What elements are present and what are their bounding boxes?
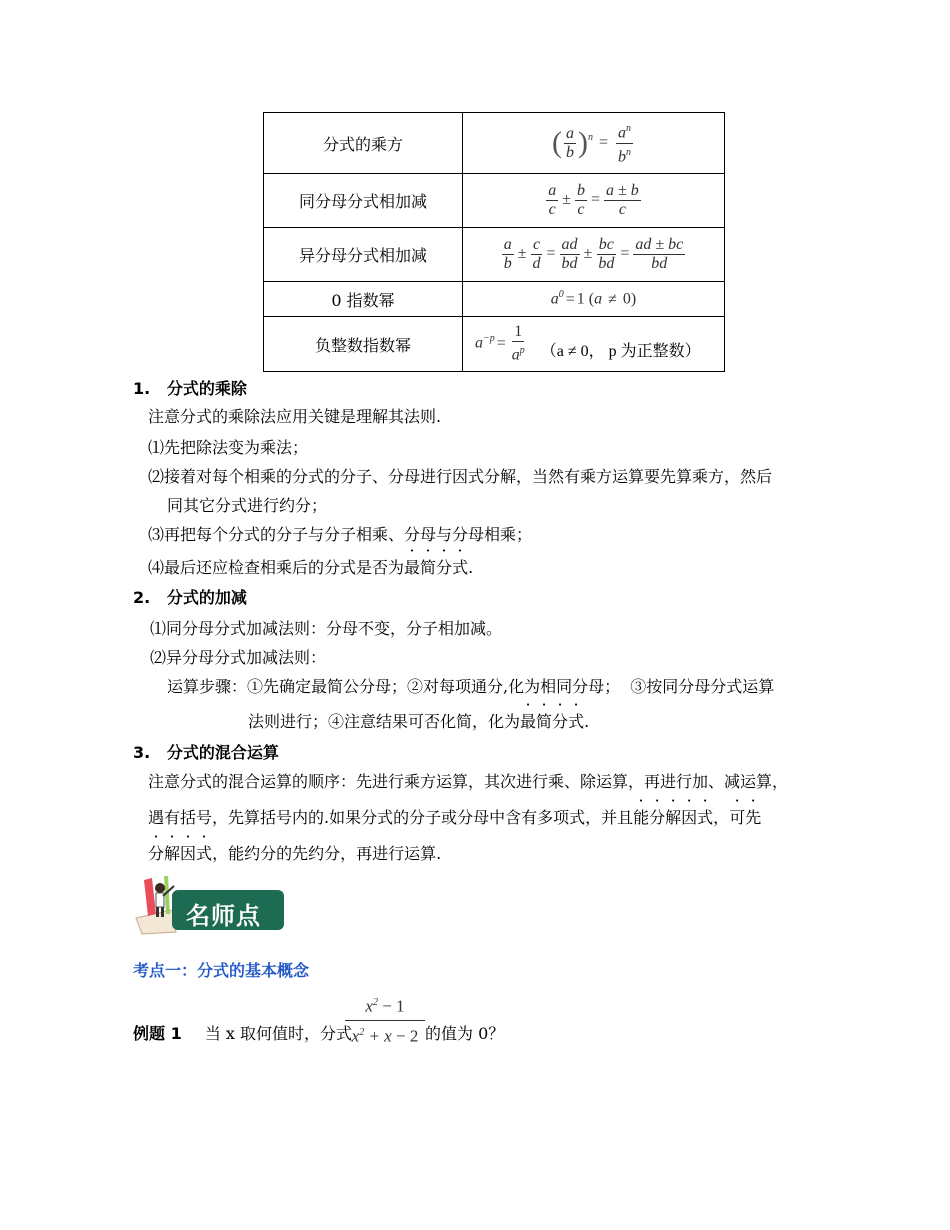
emphasis-char: 分 (649, 808, 666, 827)
list-item (148, 555, 473, 578)
paragraph (148, 841, 441, 864)
example-question (133, 1021, 352, 1044)
list-item: ⑶再把每个分式的分子与分子相乘、分母与分母相乘； (148, 525, 533, 544)
paragraph (148, 805, 761, 828)
emphasis-char: 简 (420, 558, 437, 577)
emphasis-char: 解 (665, 808, 682, 827)
table-row (264, 317, 725, 372)
paragraph-text: ，能约分的先约分，再进行运算. (212, 844, 442, 863)
formula-table (263, 112, 725, 372)
list-item-text: . (468, 558, 474, 577)
emphasis-char: 简 (536, 712, 553, 731)
list-item: ⑴先把除法变为乘法； (148, 438, 309, 457)
formula-power: ( $\frac{a}{b}$ )$^n$ = $\frac{a^n}{b^n}$ (463, 113, 725, 174)
formula-zero-exponent: $a^0 = 1$ (a ≠ 0) (463, 282, 725, 317)
formula-diff-denominator: $\frac{a}{b}$ ± $\frac{c}{d}$ = $\frac{ad}{bd}$ ± $\frac{bc}{bd}$ = $\frac{ad \pm bc}{bd}$ (463, 228, 725, 282)
kaodian-title: 考点一：分式的基本概念 (133, 961, 310, 980)
paragraph: 注意分式的乘除法应用关键是理解其法则. (148, 407, 442, 426)
emphasis-text (729, 808, 761, 827)
emphasis-char: 因 (180, 844, 197, 863)
example-text: 当 x 取何值时，分式 (204, 1024, 353, 1043)
table-row (264, 282, 725, 317)
badge-label: 名师点睛 (186, 902, 261, 965)
section-heading-add-subtract: 2. 分式的加减 (133, 588, 247, 607)
list-item: ⑴同分母分式加减法则：分母不变，分子相加减。 (150, 619, 503, 638)
paragraph-text: . (584, 712, 590, 731)
emphasis-char: 式 (452, 558, 469, 577)
list-item: ⑵接着对每个相乘的分式的分子、分母进行因式分解，当然有乘方运算要先算乘方，然后 (148, 467, 773, 486)
badge-bar (172, 890, 284, 965)
table-row (264, 174, 725, 228)
emphasis-text (520, 712, 584, 731)
list-item-text: ⑷最后还应检查相乘后的分式是否为 (148, 558, 405, 577)
emphasis-char: 分 (436, 558, 453, 577)
paragraph-text: 遇有括号，先算括号内的.如果分式的分子或分母中含有多项式，并且 (148, 808, 634, 827)
paragraph-text: ， (713, 808, 730, 827)
paragraph: 运算步骤：①先确定最简公分母；②对每项通分,化为相同分母； ③按同分母分式运算 (167, 677, 775, 696)
emphasis-char: 分 (552, 712, 569, 731)
emphasis-text (633, 808, 713, 827)
paragraph (248, 709, 589, 732)
paragraph-text: 法则进行；④注意结果可否化简，化为 (248, 712, 521, 731)
emphasis-char: 式 (697, 808, 714, 827)
emphasis-char: 式 (196, 844, 213, 863)
rule-name: 分式的乘方 (264, 113, 463, 174)
emphasis-char: 最 (520, 712, 537, 731)
example-label: 例题 1 (133, 1024, 182, 1043)
rule-note: 为正整数） (620, 342, 701, 360)
emphasis-char: 能 (633, 808, 650, 827)
emphasis-char: 可 (729, 808, 746, 827)
table-row (264, 228, 725, 282)
emphasis-char: 式 (568, 712, 585, 731)
rule-name: 异分母分式相加减 (264, 228, 463, 282)
example-text-end: 的值为 0？ (425, 1024, 505, 1043)
emphasis-text (404, 558, 468, 577)
teacher-tips-badge (132, 874, 284, 965)
emphasis-char: 因 (681, 808, 698, 827)
emphasis-char: 先 (745, 808, 762, 827)
section-heading-multiply-divide: 1. 分式的乘除 (133, 379, 247, 398)
paragraph: 注意分式的混合运算的顺序：先进行乘方运算，其次进行乘、除运算，再进行加、减运算， (148, 772, 789, 791)
formula-same-denominator: $\frac{a}{c}$ ± $\frac{b}{c}$ = $\frac{a \pm b}{c}$ (463, 174, 725, 228)
list-item: ⑵异分母分式加减法则： (150, 648, 327, 667)
emphasis-char: 分 (148, 844, 165, 863)
list-item-continuation: 同其它分式进行约分； (167, 496, 328, 515)
formula-negative-exponent: $a^{-p}$ = $\frac{1}{a^p}$ （a ≠ 0， p 为正整数） (463, 317, 725, 372)
emphasis-text (148, 844, 212, 863)
rule-name: 负整数指数幂 (264, 317, 463, 372)
emphasis-char: 最 (404, 558, 421, 577)
section-heading-mixed-operations: 3. 分式的混合运算 (133, 743, 279, 762)
table-row (264, 113, 725, 174)
rule-name: 同分母分式相加减 (264, 174, 463, 228)
example-fraction: $x^2 - 1$ $x^2 + x - 2$ (345, 990, 425, 1048)
emphasis-char: 解 (164, 844, 181, 863)
rule-name: 0 指数幂 (264, 282, 463, 317)
